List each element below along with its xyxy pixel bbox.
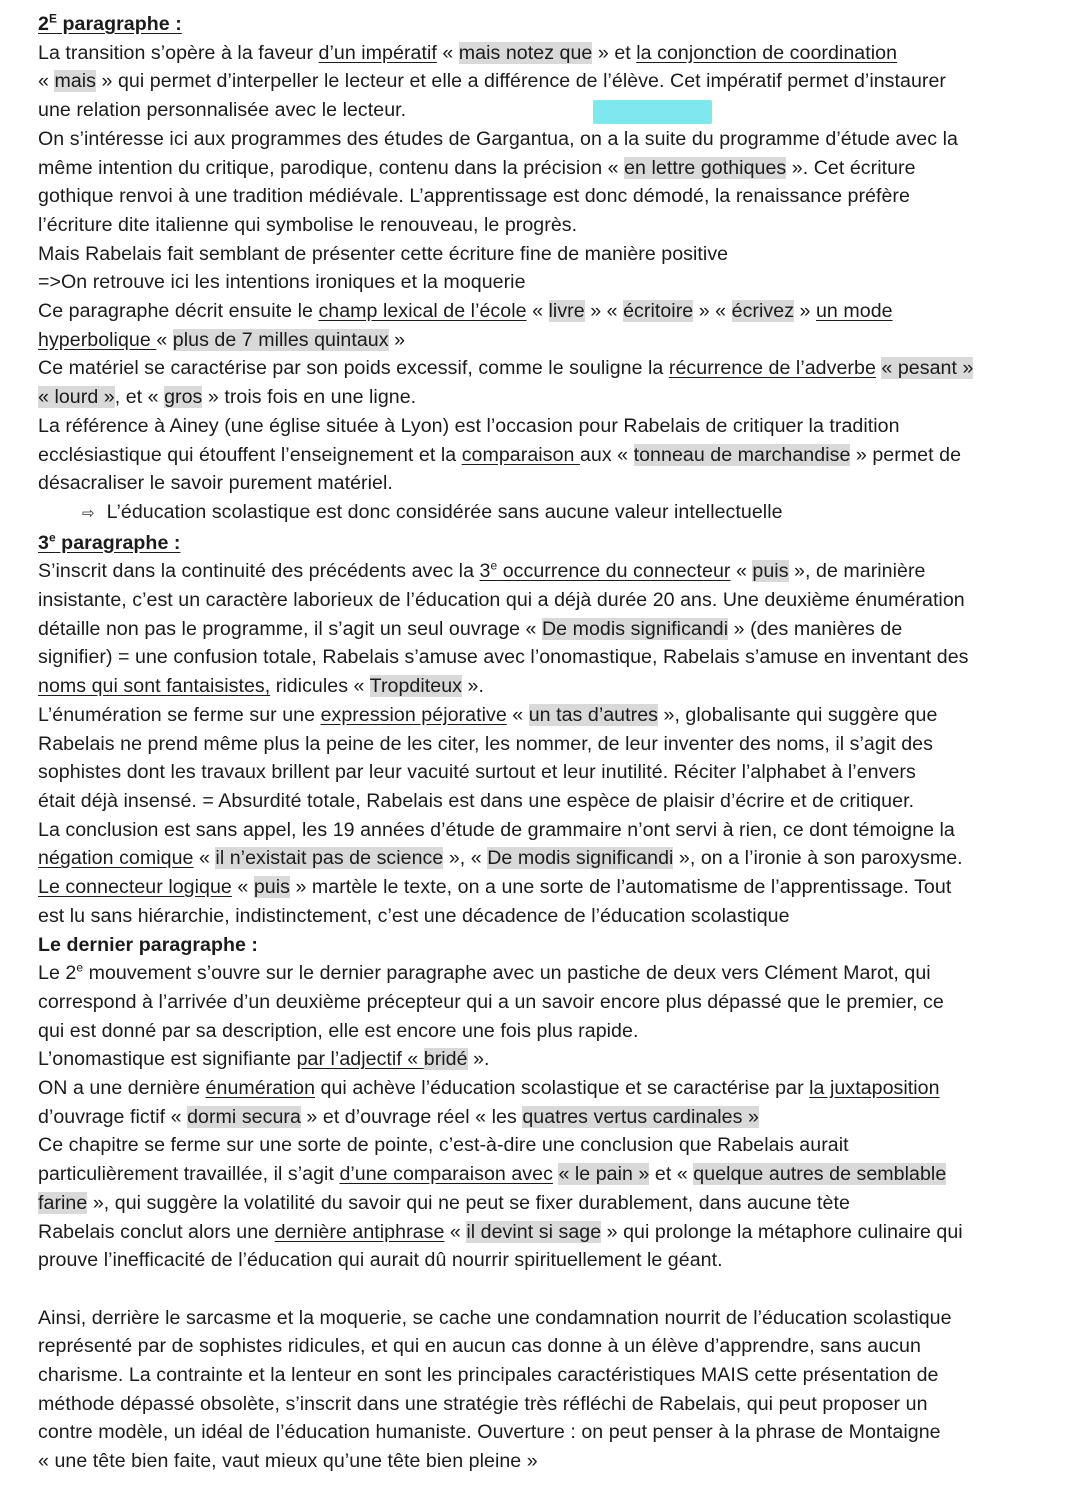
text-run: » « xyxy=(693,300,732,323)
text-run: » qui permet d’interpeller le lecteur et elle a différence de l’élève. Cet impératif permet d’instaurer xyxy=(96,70,947,93)
text-run: ». xyxy=(462,675,484,698)
highlighted-quote: livre xyxy=(548,300,585,323)
text-line: Rabelais ne prend même plus la peine de les citer, les nommer, de leur inventer des noms, il s’agit des xyxy=(38,732,933,755)
text-line xyxy=(38,557,1060,586)
text-run: » permet de xyxy=(850,443,962,466)
text-run: », globalisante qui suggère que xyxy=(658,703,938,726)
underlined-term: négation comique xyxy=(38,847,194,870)
text-run: « xyxy=(506,703,529,726)
highlighted-quote: farine xyxy=(38,1191,88,1214)
underlined-term: récurrence de l’adverbe xyxy=(668,357,876,380)
text-run: , et « xyxy=(114,386,165,409)
text-line: insistante, c’est un caractère laborieux de l’éducation qui a déjà durée 20 ans. Une deuxième énumération xyxy=(38,589,965,612)
highlighted-quote: écrivez xyxy=(731,300,795,323)
text-line: La référence à Ainey (une église située à Lyon) est l’occasion pour Rabelais de critiquer la tradition xyxy=(38,414,900,437)
text-run: » (des manières de xyxy=(728,617,903,640)
text-run: ». Cet écriture xyxy=(786,156,916,179)
text-run: » et d’ouvrage réel « les xyxy=(300,1105,523,1128)
text-run: particulièrement travaillée, il s’agit xyxy=(38,1163,340,1186)
underlined-term: d’un impératif xyxy=(318,41,437,64)
underlined-term: comparaison xyxy=(461,443,580,466)
text-run: « xyxy=(526,300,549,323)
text-line: La conclusion est sans appel, les 19 années d’étude de grammaire n’ont servi à rien, ce dont témoigne la xyxy=(38,818,955,841)
text-run: Rabelais conclut alors une xyxy=(38,1220,275,1243)
text-run: Ce matériel se caractérise par son poids excessif, comme le souligne la xyxy=(38,357,669,380)
highlighted-quote: tonneau de marchandise xyxy=(633,443,851,466)
highlighted-quote: De modis significandi xyxy=(487,847,674,870)
text-line xyxy=(38,615,1060,644)
conclusion-line: contre modèle, un idéal de l’éducation humaniste. Ouverture : on peut penser à la phrase de Montaigne xyxy=(38,1421,941,1444)
text-run: et « xyxy=(649,1163,694,1186)
heading-superscript: E xyxy=(48,11,58,26)
text-run: » xyxy=(794,300,816,323)
text-line: une relation personnalisée avec le lecteur. xyxy=(38,99,407,122)
underlined-term: la juxtaposition xyxy=(809,1077,940,1100)
text-run: qui achève l’éducation scolastique et se caractérise par xyxy=(315,1077,810,1100)
arrow-conclusion-line xyxy=(38,498,1060,529)
underlined-term: par l’adjectif « xyxy=(296,1048,424,1071)
text-run: » trois fois en une ligne. xyxy=(202,386,417,409)
text-run: S’inscrit dans la continuité des précédents avec la xyxy=(38,560,480,583)
superscript: e xyxy=(76,960,84,975)
text-run: « xyxy=(38,70,55,93)
text-run: mouvement s’ouvre sur le dernier paragraphe avec un pastiche de deux vers Clément Marot, qui xyxy=(83,962,931,985)
text-line xyxy=(38,1074,1060,1103)
text-run: », de marinière xyxy=(788,560,926,583)
text-line xyxy=(38,383,1060,412)
highlighted-quote: il devint si sage xyxy=(466,1220,602,1243)
heading-number: 2 xyxy=(38,13,49,35)
text-line xyxy=(38,873,1060,902)
text-line xyxy=(38,39,1060,68)
text-line: Ce chapitre se ferme sur une sorte de pointe, c’est-à-dire une conclusion que Rabelais aurait xyxy=(38,1134,849,1157)
highlighted-quote: « pesant » xyxy=(881,357,974,380)
highlighted-quote: puis xyxy=(752,560,789,583)
text-run: détaille non pas le programme, il s’agit un seul ouvrage « xyxy=(38,617,542,640)
highlighted-quote: gros xyxy=(164,386,203,409)
highlighter-mark xyxy=(593,100,712,124)
text-line xyxy=(38,672,1060,701)
text-run: Ce paragraphe décrit ensuite le xyxy=(38,300,319,323)
conclusion-line: charisme. La contrainte et la lenteur en sont les principales caractéristiques MAIS cette présentation de xyxy=(38,1364,939,1387)
underlined-term: champ lexical de l’école xyxy=(318,300,527,323)
highlighted-quote: mais notez que xyxy=(458,41,593,64)
underlined-term: la conjonction de coordination xyxy=(636,41,898,64)
underlined-term: énumération xyxy=(205,1077,316,1100)
highlighted-quote: puis xyxy=(253,876,290,899)
text-line xyxy=(38,1218,1060,1247)
highlighted-quote: plus de 7 milles quintaux xyxy=(172,328,389,351)
text-run: occurrence du connecteur xyxy=(497,560,731,583)
underlined-term: expression péjorative xyxy=(320,703,507,726)
highlighted-quote: Tropditeux xyxy=(369,675,463,698)
text-run: L’onomastique est signifiante xyxy=(38,1048,297,1071)
heading-text: paragraphe : xyxy=(55,531,181,554)
underlined-term xyxy=(480,560,731,582)
section-heading-p2 xyxy=(38,10,1060,39)
blank-line xyxy=(38,1275,1060,1304)
heading-text: paragraphe : xyxy=(57,13,182,35)
text-line xyxy=(38,354,1060,383)
underlined-term: un mode xyxy=(815,300,893,323)
highlighted-quote: De modis significandi xyxy=(541,617,729,640)
text-run: L’éducation scolastique est donc considérée sans aucune valeur intellectuelle xyxy=(106,500,783,523)
arrow-right-icon: ⇨ xyxy=(82,504,95,522)
text-run: L’énumération se ferme sur une xyxy=(38,703,321,726)
text-line: gothique renvoi à une tradition médiévale. L’apprentissage est donc démodé, la renaissance préfère xyxy=(38,185,910,208)
text-line xyxy=(38,1045,1060,1074)
heading-superscript: e xyxy=(48,530,56,545)
highlighted-quote: écritoire xyxy=(623,300,694,323)
text-line: Mais Rabelais fait semblant de présenter cette écriture fine de manière positive xyxy=(38,242,729,265)
text-line: était déjà insensé. = Absurdité totale, Rabelais est dans une espèce de plaisir d’écrire et de critiquer. xyxy=(38,789,915,812)
text-run: », on a l’ironie à son paroxysme. xyxy=(673,847,963,870)
text-run: « xyxy=(436,41,459,64)
underlined-term: d’une comparaison avec xyxy=(339,1163,553,1186)
text-line: prouve l’inefficacité de l’éducation qui aurait dû nourrir spirituellement le géant. xyxy=(38,1249,723,1272)
text-line xyxy=(38,326,1060,355)
text-run: « xyxy=(193,847,216,870)
conclusion-line: « une tête bien faite, vaut mieux qu’une tête bien pleine » xyxy=(38,1450,538,1473)
text-line xyxy=(38,441,1060,470)
text-run: d’ouvrage fictif « xyxy=(38,1105,188,1128)
text-line: est lu sans hiérarchie, indistinctement, c’est une décadence de l’éducation scolastique xyxy=(38,904,790,927)
text-line: On s’intéresse ici aux programmes des études de Gargantua, on a la suite du programme d’étude avec la xyxy=(38,127,958,150)
text-run: » xyxy=(388,328,406,351)
text-line: l’écriture dite italienne qui symbolise le renouveau, le progrès. xyxy=(38,213,578,236)
conclusion-line: méthode dépassé obsolète, s’inscrit dans une stratégie très réfléchi de Rabelais, qui peut proposer un xyxy=(38,1392,928,1415)
text-run: « xyxy=(231,876,254,899)
text-run: « xyxy=(156,328,173,351)
text-run: » « xyxy=(584,300,624,323)
text-line xyxy=(38,959,1060,988)
text-line xyxy=(38,844,1060,873)
text-line xyxy=(38,1103,1060,1132)
text-line xyxy=(38,1189,1060,1218)
text-run: » qui prolonge la métaphore culinaire qui xyxy=(601,1220,963,1243)
text-line: correspond à l’arrivée d’un deuxième précepteur qui a un savoir encore plus dépassé que le premier, ce xyxy=(38,990,944,1013)
text-run: aux « xyxy=(579,443,634,466)
text-line: qui est donné par sa description, elle est encore une fois plus rapide. xyxy=(38,1019,639,1042)
highlighted-quote: « lourd » xyxy=(38,386,115,409)
highlighted-quote: un tas d’autres xyxy=(528,703,658,726)
text-line xyxy=(38,701,1060,730)
text-line xyxy=(38,1160,1060,1189)
text-run: même intention du critique, parodique, contenu dans la précision « xyxy=(38,156,625,179)
text-run: », « xyxy=(443,847,488,870)
highlighted-quote: il n’existait pas de science xyxy=(215,847,444,870)
section-heading-p3 xyxy=(38,529,1060,558)
text-run: » martèle le texte, on a une sorte de l’automatisme de l’apprentissage. Tout xyxy=(289,876,952,899)
conclusion-line: Ainsi, derrière le sarcasme et la moquerie, se cache une condamnation nourrit de l’éducation scolastique xyxy=(38,1306,952,1329)
text-line: =>On retrouve ici les intentions ironiques et la moquerie xyxy=(38,271,526,294)
text-run: », qui suggère la volatilité du savoir qui ne peut se fixer durablement, dans aucune tète xyxy=(87,1191,850,1214)
superscript: e xyxy=(490,558,498,573)
highlighted-quote: en lettre gothiques xyxy=(624,156,787,179)
underlined-term: dernière antiphrase xyxy=(274,1220,445,1243)
text-line: sophistes dont les travaux brillent par leur vacuité surtout et leur inutilité. Réciter l’alphabet à l’envers xyxy=(38,761,916,784)
text-run: La transition s’opère à la faveur xyxy=(38,41,319,64)
text-run: 3 xyxy=(479,560,491,583)
underlined-term: hyperbolique xyxy=(38,328,157,351)
underlined-term: noms qui sont fantaisistes, xyxy=(38,675,271,698)
text-run: Le 2 xyxy=(38,962,77,985)
text-line xyxy=(38,297,1060,326)
heading-number: 3 xyxy=(38,531,49,554)
text-line: désacraliser le savoir purement matériel. xyxy=(38,472,393,495)
highlighted-quote: dormi secura xyxy=(187,1105,301,1128)
text-run: ecclésiastique qui étouffent l’enseignement et la xyxy=(38,443,462,466)
highlighted-quote: quatres vertus cardinales » xyxy=(522,1105,759,1128)
highlighted-quote: bridé xyxy=(423,1048,468,1071)
highlighted-quote: quelque autres de semblable xyxy=(693,1163,947,1186)
text-line xyxy=(38,154,1060,183)
text-run: « xyxy=(444,1220,467,1243)
text-run: ridicules « xyxy=(270,675,370,698)
conclusion-line: représenté par de sophistes ridicules, et qui en aucun cas donne à un élève d’apprendre, sans aucun xyxy=(38,1335,921,1358)
text-line xyxy=(38,67,1060,96)
highlighted-quote: mais xyxy=(54,70,97,93)
underlined-term: Le connecteur logique xyxy=(38,876,232,899)
text-run: « xyxy=(730,560,753,583)
text-run: » et xyxy=(592,41,637,64)
text-run: ». xyxy=(467,1048,490,1071)
section-heading-last: Le dernier paragraphe : xyxy=(38,933,259,956)
text-line: signifier) = une confusion totale, Rabelais s’amuse avec l’onomastique, Rabelais s’amuse en inventant des xyxy=(38,646,969,669)
text-run: ON a une dernière xyxy=(38,1077,206,1100)
highlighted-quote: « le pain » xyxy=(558,1163,650,1186)
